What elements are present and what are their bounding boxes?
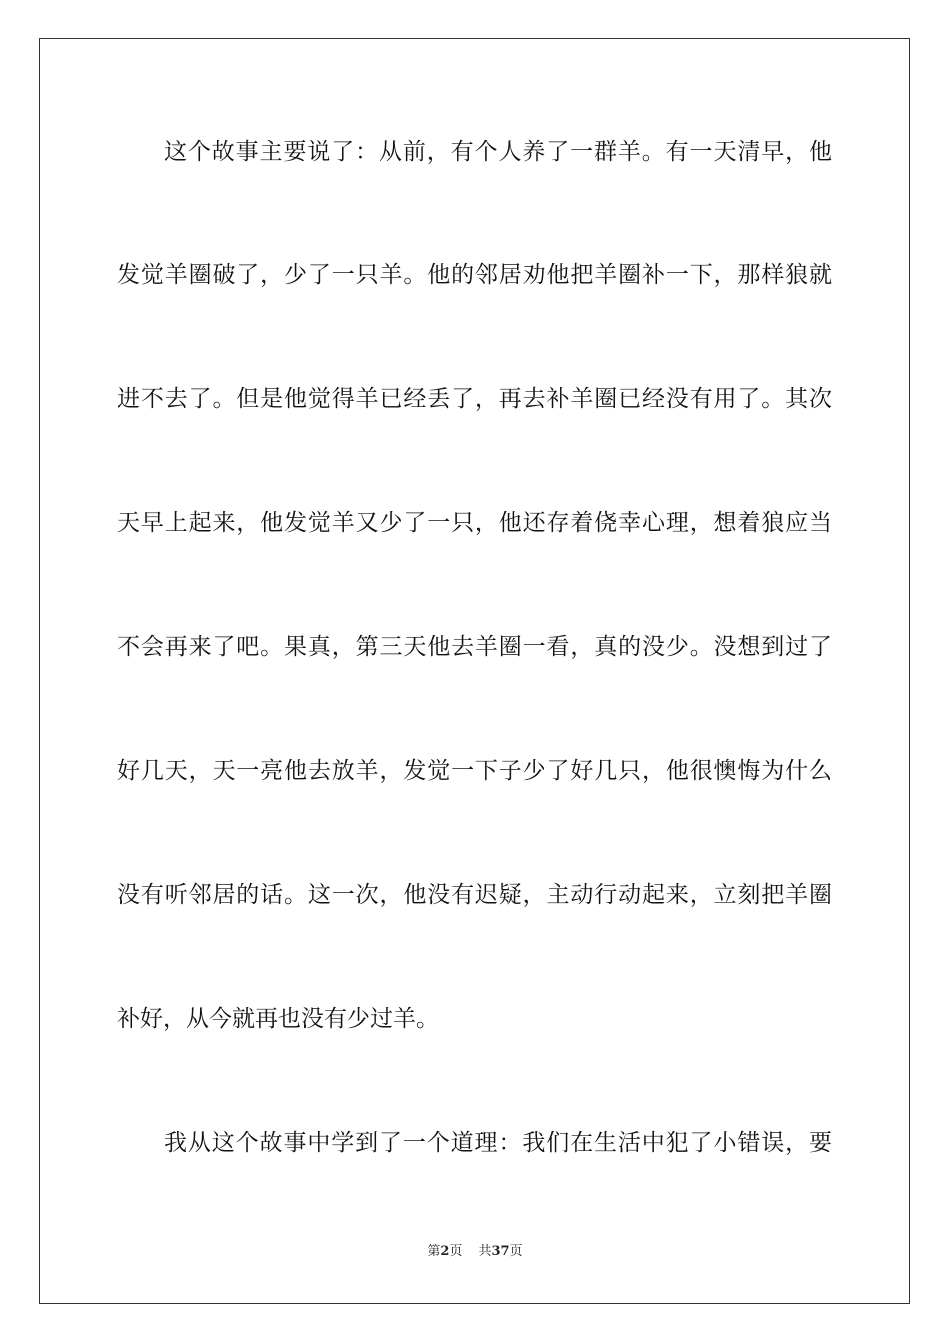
paragraph-1-line-8: 补好，从今就再也没有少过羊。 [117,1006,439,1032]
total-suffix: 页 [509,1244,523,1259]
paragraph-2-line-1: 我从这个故事中学到了一个道理：我们在生活中犯了小错误，要 [164,1130,832,1156]
page-prefix: 第 [427,1244,441,1259]
total-prefix: 共 [478,1244,492,1259]
page-suffix: 页 [449,1244,463,1259]
paragraph-1-line-1: 这个故事主要说了：从前，有个人养了一群羊。有一天清早，他 [164,139,832,165]
paragraph-1-line-3: 进不去了。但是他觉得羊已经丢了，再去补羊圈已经没有用了。其次 [117,386,832,412]
total-pages: 37 [491,1244,510,1259]
paragraph-1-line-2: 发觉羊圈破了，少了一只羊。他的邻居劝他把羊圈补一下，那样狼就 [117,262,832,288]
paragraph-1-line-4: 天早上起来，他发觉羊又少了一只，他还存着侥幸心理，想着狼应当 [117,510,832,536]
page-number: 2 [440,1244,450,1259]
paragraph-1-line-5: 不会再来了吧。果真，第三天他去羊圈一看，真的没少。没想到过了 [117,634,832,660]
page-footer [0,1243,950,1261]
paragraph-1-line-7: 没有听邻居的话。这一次，他没有迟疑，主动行动起来，立刻把羊圈 [117,882,832,908]
paragraph-1-line-6: 好几天，天一亮他去放羊，发觉一下子少了好几只，他很懊悔为什么 [117,758,832,784]
page-border [39,38,910,1304]
